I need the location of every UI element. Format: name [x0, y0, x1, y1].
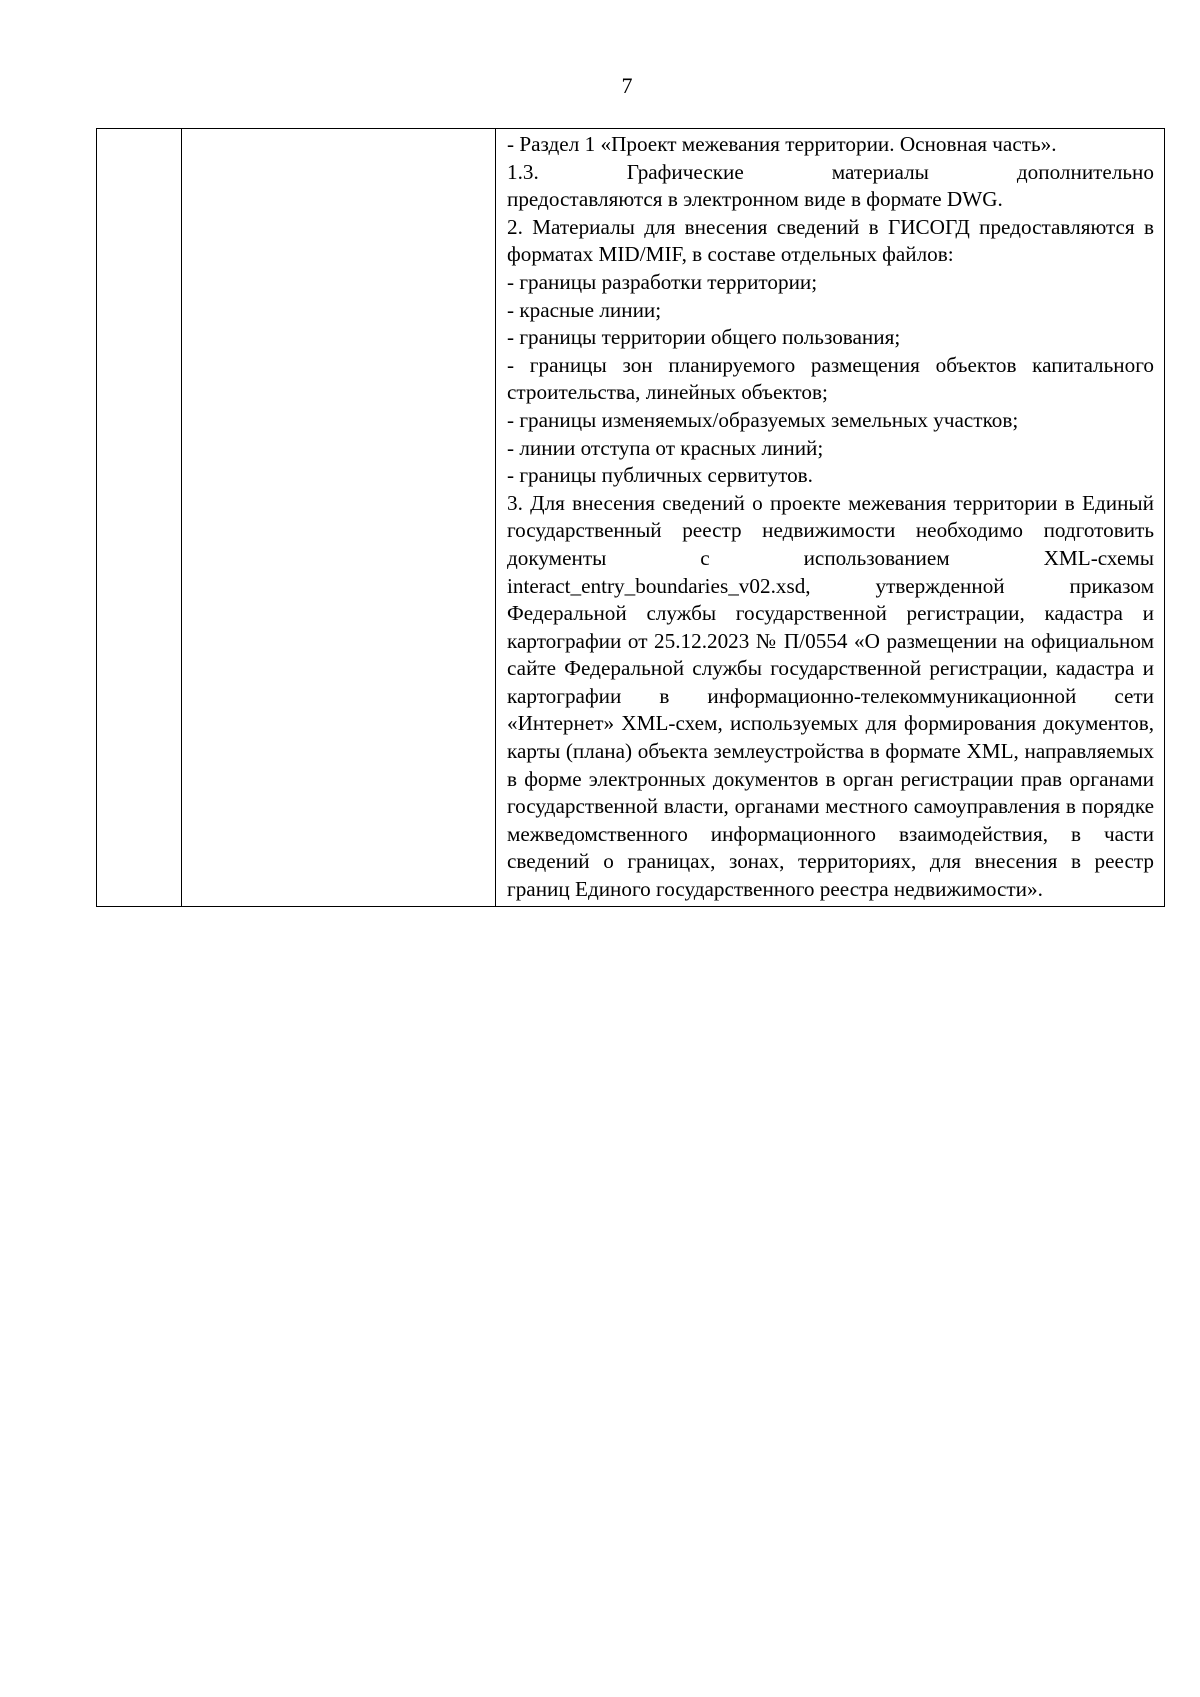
paragraph: - линии отступа от красных линий; [507, 435, 824, 460]
paragraph: - границы территории общего пользования; [507, 325, 901, 350]
table-cell-title [182, 129, 496, 907]
paragraph: 3. Для внесения сведений о проекте межевания территории в Единый государственный реестр недвижимости необходимо подготовить документы с использованием XML-схемы interact_entry_boundaries_v02.xsd, утвержденной приказом Федеральной службы государственной регистрации, кадастра и картографии от 25.12.2023 № П/0554 «О размещении на официальном сайте Федеральной службы государственной регистрации, кадастра и картографии в информационно-телекоммуникационной сети «Интернет» XML-схем, используемых для формирования документов, карты (плана) объекта землеустройства в формате XML, направляемых в форме электронных документов в орган регистрации прав органами государственной власти, органами местного самоуправления в порядке межведомственного информационного взаимодействия, в части сведений о границах, зонах, территориях, для внесения в реестр границ Единого государственного реестра недвижимости». [507, 490, 1154, 902]
table-cell-content [496, 129, 1165, 907]
table-row [97, 129, 1165, 907]
paragraph: - красные линии; [507, 297, 662, 322]
document-table [96, 128, 1165, 907]
paragraph: - границы разработки территории; [507, 269, 818, 294]
paragraph: 2. Материалы для внесения сведений в ГИСОГД предоставляются в форматах MID/MIF, в составе отдельных файлов: [507, 214, 1154, 267]
paragraph: - Раздел 1 «Проект межевания территории. Основная часть». [507, 132, 1057, 156]
paragraph: - границы изменяемых/образуемых земельных участков; [507, 407, 1019, 432]
paragraph: 1.3. Графические материалы дополнительно [507, 159, 1154, 184]
paragraph: предоставляются в электронном виде в формате DWG. [507, 187, 1003, 212]
table-cell-number [97, 129, 182, 907]
paragraph: - границы публичных сервитутов. [507, 463, 813, 488]
page-number: 7 [621, 73, 633, 98]
paragraph: - границы зон планируемого размещения объектов капитального строительства, линейных объектов; [507, 352, 1154, 405]
content-paragraphs [496, 129, 1164, 906]
